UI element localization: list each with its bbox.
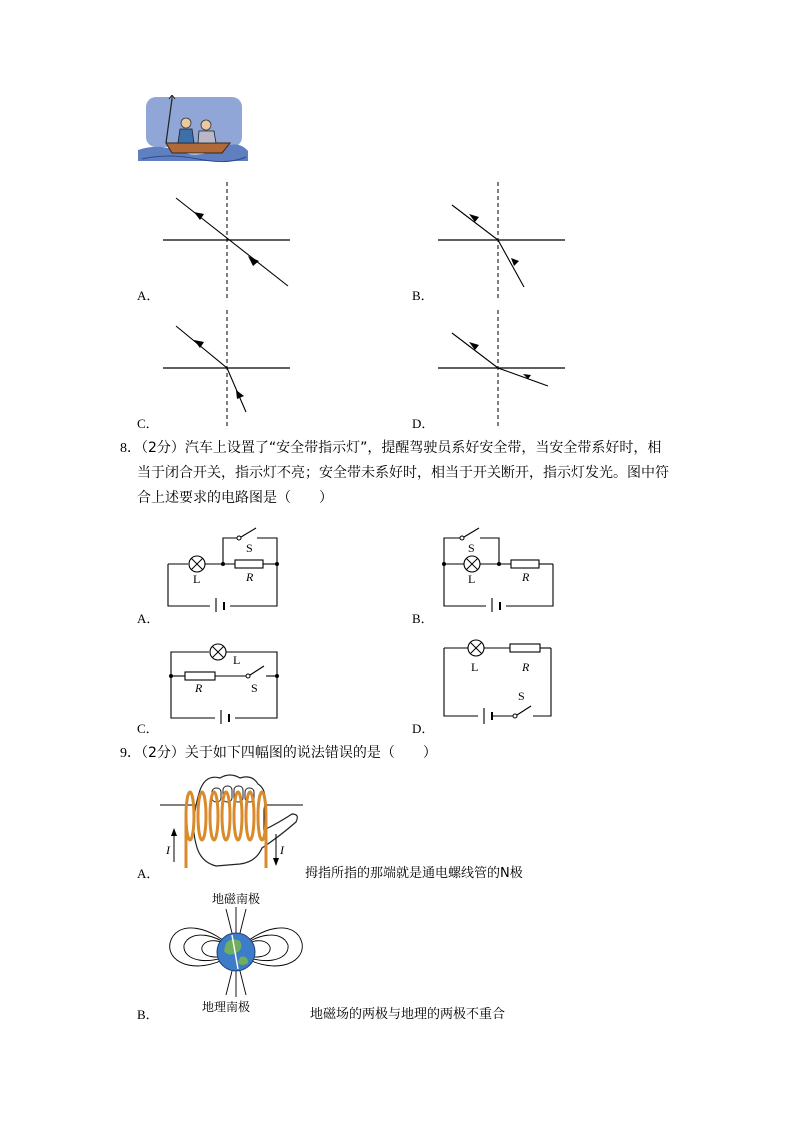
q7-diagram-c [160,308,295,428]
q9-option-b-text: 地磁场的两极与地理的两极不重合 [310,1007,506,1022]
q8d-lamp-label: L [471,660,479,674]
q8-text-1: 汽车上设置了“安全带指示灯”，提醒驾驶员系好安全带，当安全带系好时，相 [184,440,662,456]
q9b-top-label: 地磁南极 [212,892,261,906]
q8a-resistor-label: R [246,570,254,584]
q7-option-b[interactable]: B． [412,288,434,303]
q9-score: （2分） [141,745,185,761]
q8-circuit-d [438,636,560,724]
q8c-lamp-label: L [233,653,241,667]
q8b-lamp-label: L [468,572,476,586]
q9a-current-label-left: I [166,843,170,857]
q8-circuit-b [436,520,561,612]
q7-diagram-a [160,180,295,300]
q8c-switch-label: S [251,681,258,695]
q8b-switch-label: S [468,541,475,555]
question-9 [120,741,680,766]
earth-magnetic-field-illustration [162,905,310,1000]
q8-score: （2分） [141,440,185,456]
right-hand-solenoid-illustration [160,770,305,875]
q7-option-c[interactable]: C． [137,416,159,431]
q7-diagram-b [435,180,570,300]
q9b-bottom-label: 地理南极 [202,1000,251,1014]
q7-option-a[interactable]: A． [137,288,160,303]
q9-option-a-text: 拇指所指的那端就是通电螺线管的N极 [305,866,523,881]
q8d-switch-label: S [518,689,525,703]
q8-circuit-c [163,636,285,724]
q8-circuit-a [160,520,285,612]
q8-line-3: 合上述要求的电路图是（ ） [137,490,333,506]
q8c-resistor-label: R [195,681,203,695]
q7-option-d[interactable]: D． [412,416,435,431]
q7-diagram-d [435,308,570,428]
q8a-switch-label: S [246,541,253,555]
q8a-lamp-label: L [193,572,201,586]
q9a-current-label-right: I [280,843,284,857]
q8-option-d[interactable]: D． [412,721,435,736]
q9-number: 9． [120,746,141,761]
q9-option-a[interactable]: A． [137,866,160,881]
q9-text: 关于如下四幅图的说法错误的是（ ） [184,745,437,761]
q8-option-a[interactable]: A． [137,611,160,626]
q9-option-b[interactable]: B． [137,1007,159,1022]
q8-line-1 [120,436,680,461]
q8-option-b[interactable]: B． [412,611,434,626]
q8-number: 8． [120,441,141,456]
question-8 [120,436,680,511]
fishing-boat-illustration [138,95,248,167]
q8-line-2: 当于闭合开关，指示灯不亮；安全带未系好时，相当于开关断开，指示灯发光。图中符 [137,465,669,481]
q8-option-c[interactable]: C． [137,721,159,736]
q8d-resistor-label: R [522,660,530,674]
q8b-resistor-label: R [522,570,530,584]
